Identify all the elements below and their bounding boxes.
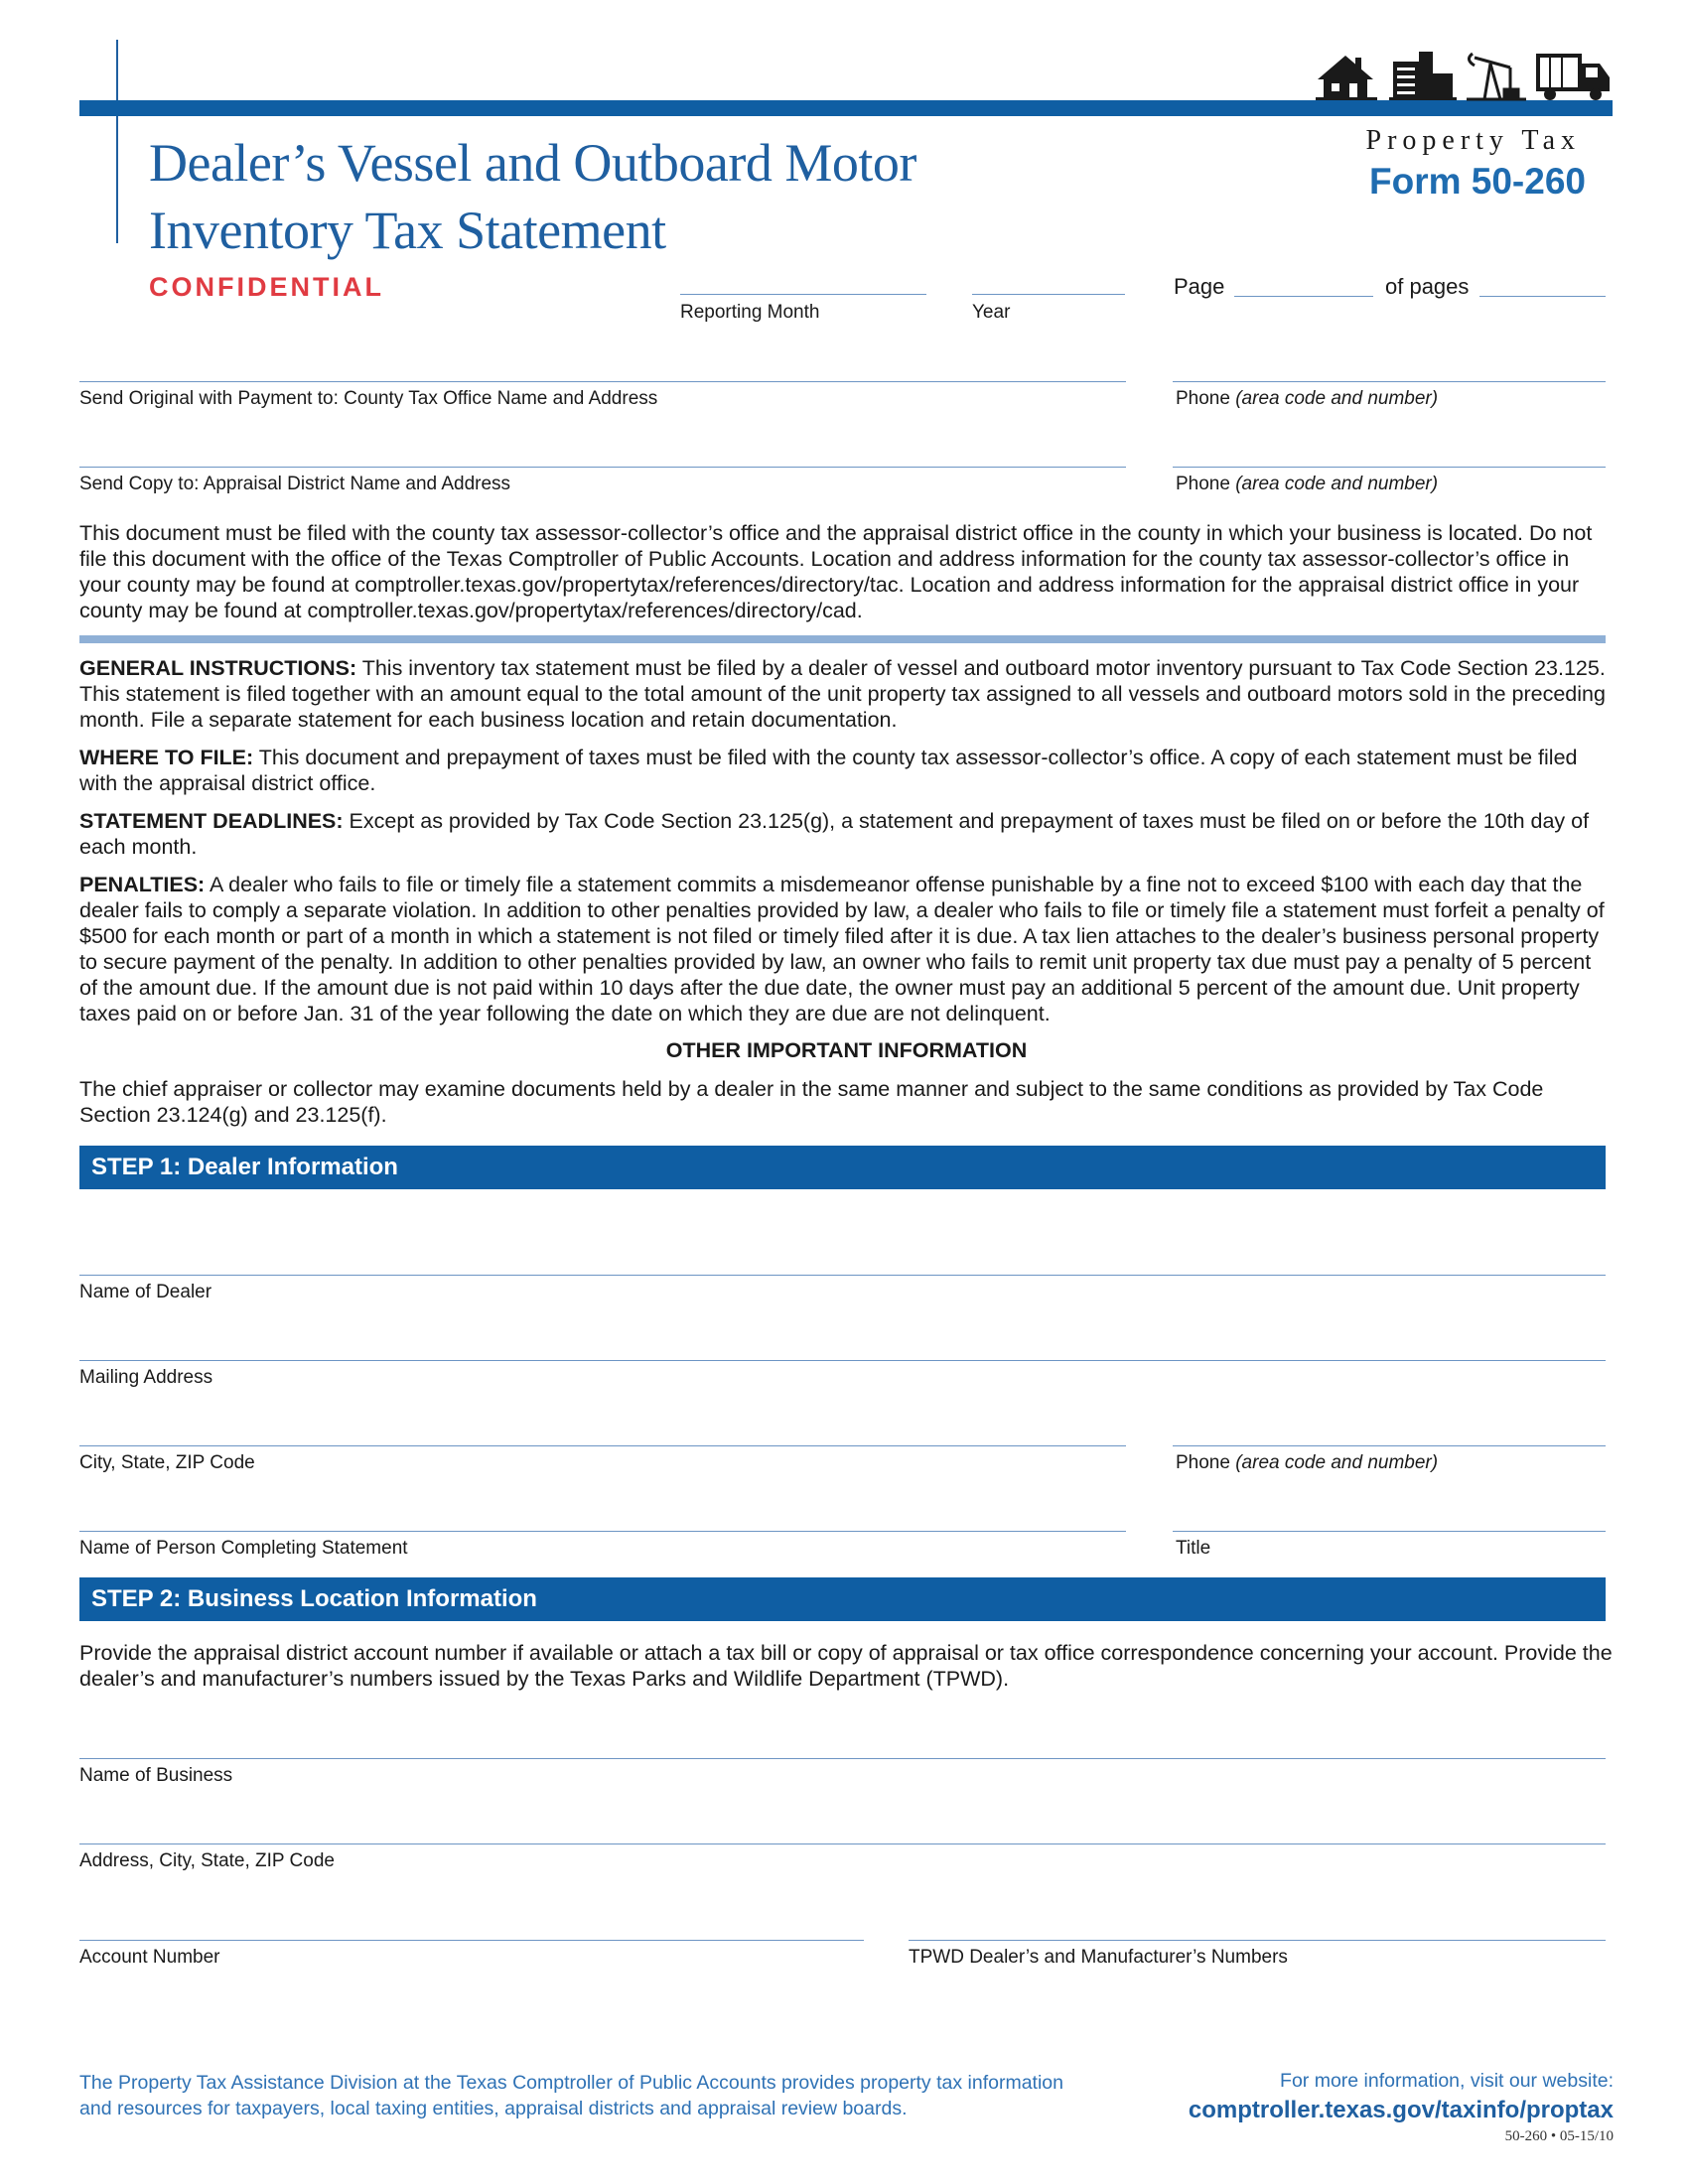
- footer-website-link[interactable]: comptroller.texas.gov/taxinfo/proptax: [1188, 2097, 1614, 2123]
- footer-description: The Property Tax Assistance Division at the Texas Comptroller of Public Accounts provides property tax information and resources for taxpayers, local taxing entities, appraisal districts and appraisal review boards.: [79, 2072, 1063, 2119]
- general-instructions-text: This inventory tax statement must be filed by a dealer of vessel and outboard motor inventory pursuant to Tax Code Section 23.125. This statement is filed together with an amount equal to the total amount of the unit property tax assigned to all vessels and outboard motors sold in the preceding month. File a separate statement for each business location and retain documentation.: [79, 656, 1606, 732]
- send-copy-label: Send Copy to: Appraisal District Name and Address: [79, 474, 511, 494]
- phone-label: Phone: [1176, 474, 1230, 494]
- dealer-name-label: Name of Dealer: [79, 1282, 212, 1302]
- title-field[interactable]: [1173, 1531, 1606, 1532]
- business-address-field[interactable]: [79, 1843, 1606, 1844]
- account-number-field[interactable]: [79, 1940, 864, 1941]
- oil-pump-icon: [1467, 54, 1526, 99]
- where-to-file-heading: WHERE TO FILE:: [79, 746, 254, 769]
- phone-label: Phone: [1176, 388, 1230, 409]
- form-title-line1: Dealer’s Vessel and Outboard Motor: [149, 133, 916, 193]
- step1-heading: STEP 1: Dealer Information: [79, 1146, 1606, 1189]
- send-original-label: Send Original with Payment to: County Tax Office Name and Address: [79, 388, 658, 409]
- form-number: Form 50-260: [1369, 161, 1586, 202]
- title-label: Title: [1176, 1538, 1211, 1559]
- step2-instructions: Provide the appraisal district account number if available or attach a tax bill or copy of appraisal or tax office correspondence concerning your account. Provide the dealer’s and manufacturer’s numbers issued by the Texas Parks and Wildlife Department (TPWD).: [79, 1641, 1613, 1691]
- phone-hint: (area code and number): [1235, 388, 1439, 409]
- city-state-zip-label: City, State, ZIP Code: [79, 1452, 255, 1473]
- header-icons: [1316, 50, 1614, 101]
- tpwd-numbers-label: TPWD Dealer’s and Manufacturer’s Numbers: [909, 1947, 1288, 1968]
- statement-deadlines-heading: STATEMENT DEADLINES:: [79, 809, 344, 833]
- business-name-label: Name of Business: [79, 1765, 233, 1786]
- send-original-field[interactable]: [79, 381, 1126, 382]
- other-info-text: The chief appraiser or collector may examine documents held by a dealer in the same manner and subject to the same conditions as provided by Tax Code Section 23.124(g) and 23.125(f).: [79, 1077, 1544, 1127]
- page-label: Page: [1174, 274, 1225, 299]
- dealer-phone-label: [1176, 1452, 1438, 1474]
- send-original-phone-field[interactable]: [1173, 381, 1606, 382]
- other-info-heading: OTHER IMPORTANT INFORMATION: [665, 1038, 1028, 1062]
- dealer-name-field[interactable]: [79, 1275, 1606, 1276]
- header-vertical-rule: [116, 40, 118, 243]
- intro-paragraph: This document must be filed with the county tax assessor-collector’s office and the appraisal district office in the county in which your business is located. Do not file this document with the office of the Texas Comptroller of Public Accounts. Location and address information for the county tax assessor-collector’s office in your county may be found at comptroller.texas.gov/propertytax/references/directory/tac. Location and address information for the appraisal district office in your county may be found at comptroller.texas.gov/propertytax/references/directory/cad.: [79, 521, 1593, 622]
- where-to-file: [79, 745, 1614, 796]
- total-pages-field[interactable]: [1479, 296, 1606, 297]
- penalties: [79, 872, 1614, 1026]
- person-completing-field[interactable]: [79, 1531, 1126, 1532]
- dealer-phone-field[interactable]: [1173, 1445, 1606, 1446]
- footer-form-code: 50-260 • 05-15/10: [1504, 2128, 1614, 2144]
- year-label: Year: [972, 302, 1011, 323]
- send-copy-phone-label: [1176, 474, 1438, 495]
- step2-heading: STEP 2: Business Location Information: [79, 1577, 1606, 1621]
- house-icon: [1316, 56, 1377, 100]
- general-instructions-heading: GENERAL INSTRUCTIONS:: [79, 656, 357, 680]
- year-field[interactable]: [972, 294, 1125, 295]
- where-to-file-text: This document and prepayment of taxes must be filed with the county tax assessor-collector’s office. A copy of each statement must be filed with the appraisal district office.: [79, 746, 1578, 795]
- reporting-month-label: Reporting Month: [680, 302, 820, 323]
- business-address-label: Address, City, State, ZIP Code: [79, 1850, 335, 1871]
- business-name-field[interactable]: [79, 1758, 1606, 1759]
- phone-label: Phone: [1176, 1452, 1230, 1473]
- send-copy-phone-field[interactable]: [1173, 467, 1606, 468]
- of-pages-label: of pages: [1385, 274, 1470, 299]
- tpwd-numbers-field[interactable]: [909, 1940, 1606, 1941]
- form-title-line2: Inventory Tax Statement: [149, 201, 666, 260]
- mailing-address-field[interactable]: [79, 1360, 1606, 1361]
- penalties-heading: PENALTIES:: [79, 873, 206, 896]
- phone-hint: (area code and number): [1235, 474, 1439, 494]
- account-number-label: Account Number: [79, 1947, 220, 1968]
- confidential-label: CONFIDENTIAL: [149, 272, 384, 302]
- penalties-text: A dealer who fails to file or timely file a statement commits a misdemeanor offense punishable by a fine not to exceed $100 with each day that the dealer fails to comply a separate violation. In addition to other penalties provided by law, a dealer who fails to file or timely file a statement must forfeit a penalty of $500 for each month or part of a month in which a statement is not filed or timely filed after it is due. A tax lien attaches to the dealer’s business personal property to secure payment of the penalty. In addition to other penalties provided by law, an owner who fails to remit unit property tax due must pay a penalty of 5 percent of the amount due. If the amount due is not paid within 10 days after the due date, the owner must pay an additional 5 percent of the amount due. Unit property taxes paid on or before Jan. 31 of the year following the date on which they are due are not delinquent.: [79, 873, 1605, 1025]
- header-blue-bar: [79, 100, 1613, 116]
- page-number-field[interactable]: [1234, 296, 1373, 297]
- person-completing-label: Name of Person Completing Statement: [79, 1538, 408, 1559]
- reporting-month-field[interactable]: [680, 294, 926, 295]
- footer-more-info: For more information, visit our website:: [1280, 2070, 1614, 2092]
- form-title: [149, 129, 916, 264]
- city-state-zip-field[interactable]: [79, 1445, 1126, 1446]
- office-building-icon: [1389, 52, 1457, 100]
- statement-deadlines-text: Except as provided by Tax Code Section 23.125(g), a statement and prepayment of taxes must be filed on or before the 10th day of each month.: [79, 809, 1590, 859]
- phone-hint: (area code and number): [1235, 1452, 1439, 1473]
- send-original-phone-label: [1176, 388, 1438, 410]
- send-copy-field[interactable]: [79, 467, 1126, 468]
- statement-deadlines: [79, 808, 1614, 860]
- general-instructions: [79, 655, 1614, 733]
- truck-icon: [1536, 54, 1610, 100]
- property-tax-label: Property Tax: [1365, 125, 1581, 156]
- mailing-address-label: Mailing Address: [79, 1367, 213, 1388]
- section-separator: [79, 635, 1606, 643]
